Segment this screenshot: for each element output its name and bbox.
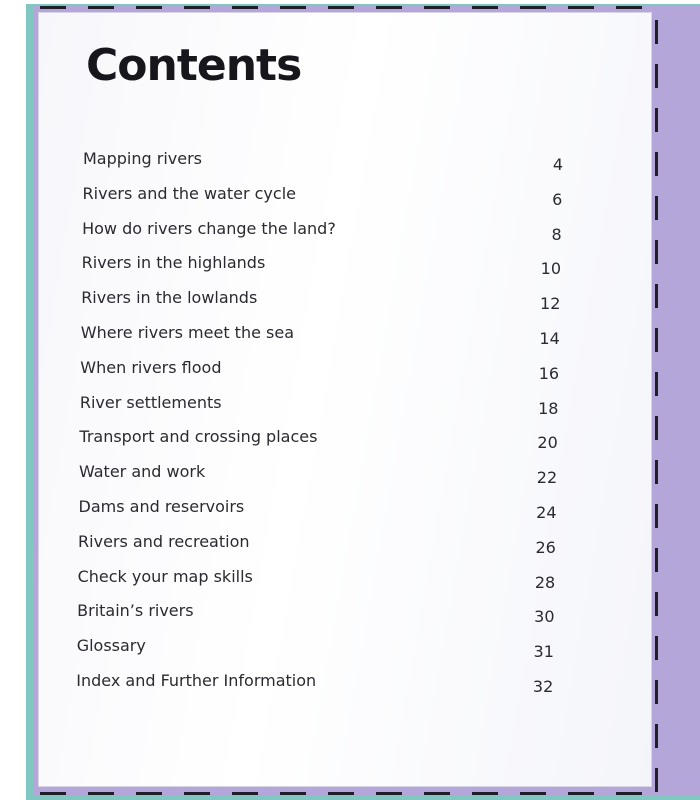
border-dash	[655, 680, 658, 704]
border-dash	[655, 372, 658, 396]
entry-page-number: 31	[533, 642, 554, 662]
border-dash	[655, 416, 658, 440]
border-dash	[184, 792, 210, 795]
entry-label: Rivers and recreation	[78, 531, 250, 551]
entry-label: Rivers in the lowlands	[81, 288, 258, 308]
entry-label: Where rivers meet the sea	[80, 323, 295, 342]
contents-entry[interactable]	[81, 288, 560, 318]
entry-page-number: 22	[536, 468, 558, 488]
border-dash	[616, 6, 642, 9]
border-dash	[655, 196, 658, 220]
border-dash	[655, 284, 658, 308]
border-dash	[655, 460, 658, 484]
border-dash	[655, 240, 658, 264]
border-dash	[568, 792, 594, 795]
entry-label: How do rivers change the land?	[82, 218, 336, 238]
border-dash	[655, 636, 658, 660]
border-dash	[88, 792, 114, 795]
entry-page-number: 16	[538, 363, 560, 383]
entry-page-number: 6	[552, 189, 563, 209]
border-dash	[655, 504, 658, 528]
border-dash	[184, 6, 210, 9]
border-dash	[616, 792, 642, 795]
entry-label: Dams and reservoirs	[78, 497, 245, 516]
border-dash	[655, 548, 658, 572]
border-dash	[655, 768, 658, 792]
contents-entry[interactable]	[79, 427, 557, 457]
border-dash	[136, 6, 162, 9]
entry-page-number: 8	[551, 224, 562, 244]
contents-entry[interactable]	[80, 393, 559, 423]
border-dash	[88, 6, 114, 9]
entry-page-number: 12	[540, 294, 561, 314]
contents-entry[interactable]	[77, 636, 554, 666]
contents-entry[interactable]	[82, 219, 562, 249]
border-dash	[655, 152, 658, 176]
entry-label: Rivers in the highlands	[81, 253, 266, 273]
entry-label: When rivers flood	[80, 357, 222, 377]
contents-entry[interactable]	[83, 149, 563, 179]
border-dash	[280, 6, 306, 9]
border-dash	[40, 792, 66, 795]
entry-label: Index and Further Information	[76, 671, 317, 690]
border-dash	[655, 20, 658, 44]
border-dash	[328, 792, 354, 795]
entry-page-number: 30	[534, 607, 555, 627]
border-dash	[40, 6, 66, 9]
entry-label: River settlements	[79, 392, 222, 412]
border-dash	[376, 792, 402, 795]
page-title: Contents	[86, 40, 302, 91]
entry-page-number: 20	[537, 433, 558, 453]
border-dash	[424, 6, 450, 9]
border-dash	[655, 592, 658, 616]
border-dash	[136, 792, 162, 795]
contents-page	[38, 12, 652, 787]
border-dash	[376, 6, 402, 9]
border-dash	[232, 6, 258, 9]
border-dash	[655, 108, 658, 132]
contents-entry[interactable]	[79, 497, 557, 527]
entry-page-number: 14	[539, 329, 560, 348]
entry-label: Rivers and the water cycle	[82, 183, 296, 203]
border-dash	[472, 792, 498, 795]
contents-entry[interactable]	[79, 462, 557, 492]
border-dash	[520, 6, 546, 9]
border-dash	[232, 792, 258, 795]
border-dash	[424, 792, 450, 795]
border-dash	[280, 792, 306, 795]
entry-label: Glossary	[76, 636, 146, 656]
entry-label: Check your map skills	[77, 566, 253, 586]
contents-entry[interactable]	[78, 567, 556, 597]
contents-entry[interactable]	[80, 358, 559, 388]
entry-label: Mapping rivers	[83, 149, 202, 168]
contents-entry[interactable]	[82, 253, 561, 283]
entry-page-number: 4	[552, 155, 563, 174]
entry-label: Britain’s rivers	[77, 601, 194, 621]
entry-page-number: 26	[535, 537, 556, 557]
contents-entry[interactable]	[76, 671, 553, 701]
border-dash	[655, 328, 658, 352]
entry-page-number: 10	[540, 259, 562, 279]
border-dash	[655, 724, 658, 748]
border-dash	[328, 6, 354, 9]
contents-entry[interactable]	[77, 601, 554, 631]
entry-label: Water and work	[78, 462, 206, 482]
entry-label: Transport and crossing places	[79, 427, 318, 447]
border-dash	[520, 792, 546, 795]
entry-page-number: 32	[532, 677, 554, 696]
entry-page-number: 18	[538, 398, 559, 418]
entry-page-number: 24	[536, 503, 557, 522]
border-dash	[568, 6, 594, 9]
contents-list	[38, 12, 652, 787]
entry-page-number: 28	[534, 572, 556, 592]
border-dash	[655, 64, 658, 88]
contents-entry[interactable]	[81, 323, 560, 353]
contents-entry[interactable]	[78, 532, 556, 562]
contents-entry[interactable]	[83, 184, 563, 214]
border-dash	[472, 6, 498, 9]
